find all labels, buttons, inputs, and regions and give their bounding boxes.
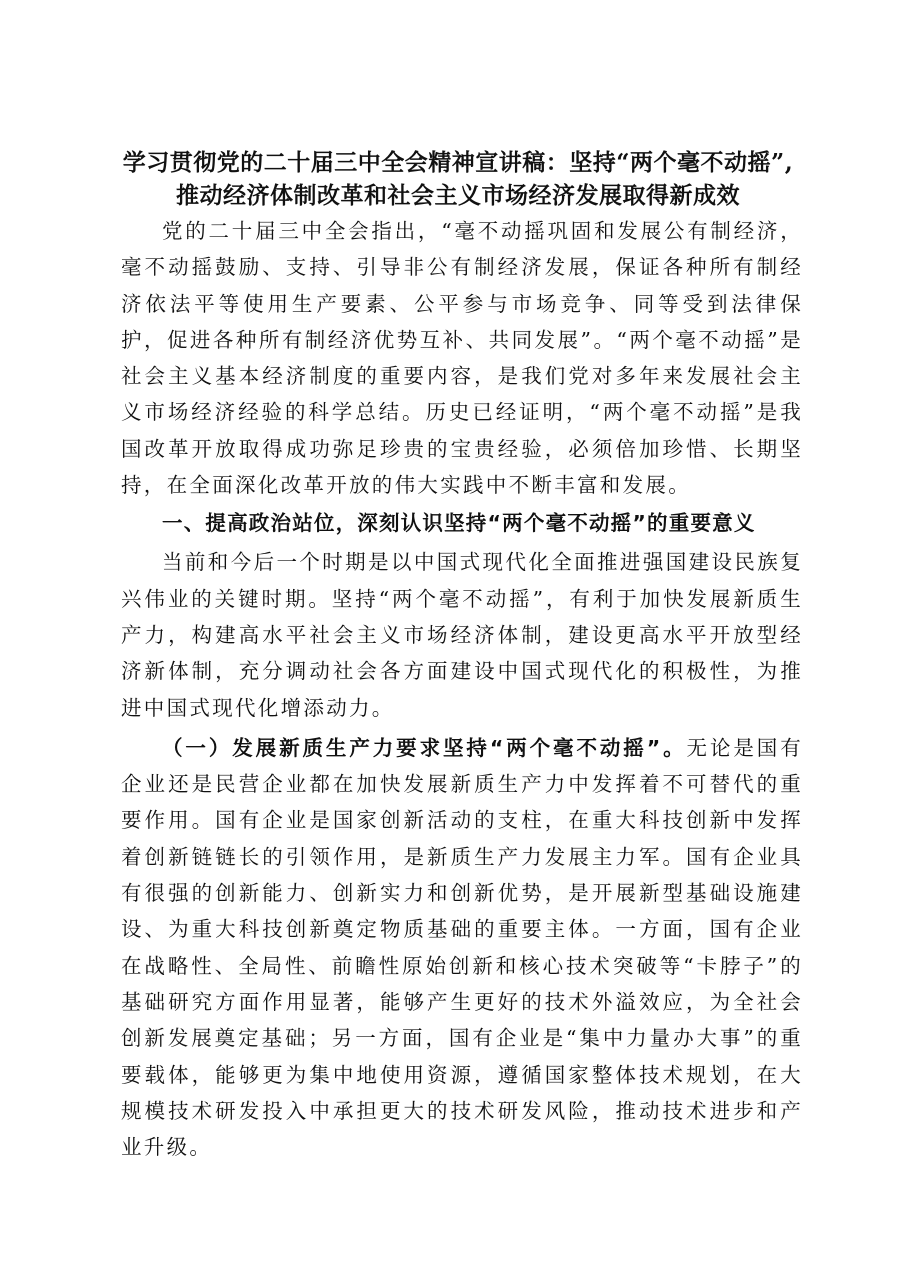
section-1-paragraph: 当前和今后一个时期是以中国式现代化全面推进强国建设民族复兴伟业的关键时期。坚持“两个毫不动摇”，有利于加快发展新质生产力，构建高水平社会主义市场经济体制，建设更高水平开放型经济新体制，充分调动社会各方面建设中国式现代化的积极性，为推进中国式现代化增添动力。 — [121, 550, 803, 720]
document-title: 学习贯彻党的二十届三中全会精神宣讲稿：坚持“两个毫不动摇”,推动经济体制改革和社会主义市场经济发展取得新成效 — [122, 149, 794, 209]
intro-paragraph: 党的二十届三中全会指出，“毫不动摇巩固和发展公有制经济，毫不动摇鼓励、支持、引导非公有制经济发展，保证各种所有制经济依法平等使用生产要素、公平参与市场竞争、同等受到法律保护，促进各种所有制经济优势互补、共同发展”。“两个毫不动摇”是社会主义基本经济制度的重要内容，是我们党对多年来发展社会主义市场经济经验的科学总结。历史已经证明，“两个毫不动摇”是我国改革开放取得成功弥足珍贵的宝贵经验，必须倍加珍惜、长期坚持，在全面深化改革开放的伟大实践中不断丰富和发展。 — [121, 219, 803, 498]
section-heading-1: 一、提高政治站位，深刻认识坚持“两个毫不动摇”的重要意义 — [162, 511, 756, 536]
document-body — [121, 213, 803, 1165]
subsection-1-lead: （一）发展新质生产力要求坚持“两个毫不动摇”。 — [162, 735, 687, 760]
subsection-1-paragraph — [121, 730, 803, 1166]
subsection-1-text: 无论是国有企业还是民营企业都在加快发展新质生产力中发挥着不可替代的重要作用。国有企业是国家创新活动的支柱，在重大科技创新中发挥着创新链链长的引领作用，是新质生产力发展主力军。国有企业具有很强的创新能力、创新实力和创新优势，是开展新型基础设施建设、为重大科技创新奠定物质基础的重要主体。一方面，国有企业在战略性、全局性、前瞻性原始创新和核心技术突破等“卡脖子”的基础研究方面作用显著，能够产生更好的技术外溢效应，为全社会创新发展奠定基础；另一方面，国有企业是“集中力量办大事”的重要载体，能够更为集中地使用资源，遵循国家整体技术规划，在大规模技术研发投入中承担更大的技术研发风险，推动技术进步和产业升级。 — [121, 735, 803, 1160]
